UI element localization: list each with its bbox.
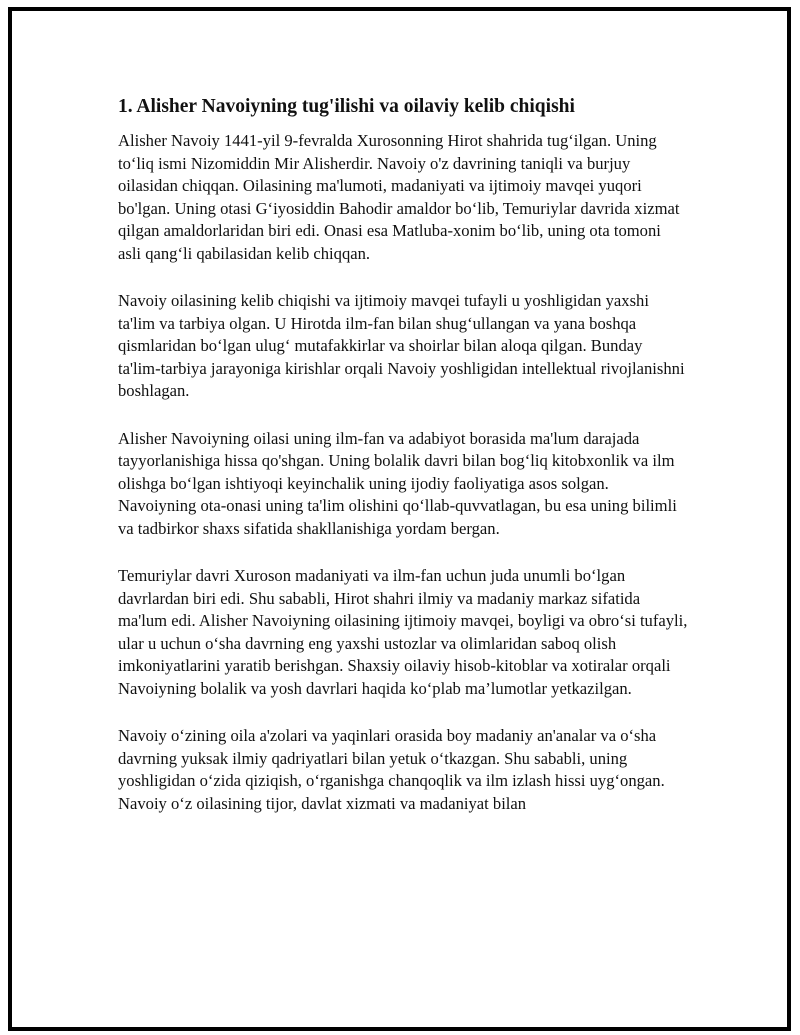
paragraph-1: Alisher Navoiy 1441-yil 9-fevralda Xurosonning Hirot shahrida tug‘ilgan. Uning to‘liq ismi Nizomiddin Mir Alisherdir. Navoiy o'z davrining taniqli va burjuy oilasidan chiqqan. Oilasining ma'lumoti, madaniyati va ijtimoiy mavqei yuqori bo'lgan. Uning otasi G‘iyosiddin Bahodir amaldor bo‘lib, Temuriylar davrida xizmat qilgan amaldorlaridan biri edi. Onasi esa Matluba-xonim bo‘lib, uning ota tomoni asli qang‘li qabilasidan kelib chiqqan. xyxy=(118,131,680,263)
paragraph-3: Alisher Navoiyning oilasi uning ilm-fan va adabiyot borasida ma'lum darajada tayyorlanishiga hissa qo'shgan. Uning bolalik davri bilan bog‘liq kitobxonlik va ilm olishga bo‘lgan ishtiyoqi keyinchalik uning ijodiy faoliyatiga asos solgan. Navoiyning ota-onasi uning ta'lim olishini qo‘llab-quvvatlagan, bu esa uning bilimli va tadbirkor shaxs sifatida shakllanishiga yordam bergan. xyxy=(118,428,677,538)
section-heading: 1. Alisher Navoiyning tug'ilishi va oilaviy kelib chiqishi xyxy=(118,96,575,117)
paragraph-5: Navoiy o‘zining oila a'zolari va yaqinlari orasida boy madaniy an'analar va o‘sha davrning yuksak ilmiy qadriyatlari bilan yetuk o‘tkazgan. Shu sababli, uning yoshligidan o‘zida qiziqish, o‘rganishga chanqoqlik va ilm izlash hissi uyg‘ongan. Navoiy o‘z oilasining tijor, davlat xizmati va madaniyat bilan xyxy=(118,726,665,813)
document-body xyxy=(118,94,688,840)
paragraph-2: Navoiy oilasining kelib chiqishi va ijtimoiy mavqei tufayli u yoshligidan yaxshi ta'lim va tarbiya olgan. U Hirotda ilm-fan bilan shug‘ullangan va yana boshqa qismlaridan bo‘lgan ulug‘ mutafakkirlar va shoirlar bilan aloqa qilgan. Bunday ta'lim-tarbiya jarayoniga kirishlar orqali Navoiy yoshligidan intellektual rivojlanishni boshlagan. xyxy=(118,291,685,400)
paragraph-4: Temuriylar davri Xuroson madaniyati va ilm-fan uchun juda unumli bo‘lgan davrlardan biri edi. Shu sababli, Hirot shahri ilmiy va madaniy markaz sifatida ma'lum edi. Alisher Navoiyning oilasining ijtimoiy mavqei, boyligi va obro‘si tufayli, ular u uchun o‘sha davrning eng yaxshi ustozlar va olimlaridan saboq olish imkoniyatlarini yaratib berishgan. Shaxsiy oilaviy hisob-kitoblar va xotiralar orqali Navoiyning bolalik va yosh davrlari haqida ko‘plab ma’lumotlar yetkazilgan. xyxy=(118,566,688,698)
